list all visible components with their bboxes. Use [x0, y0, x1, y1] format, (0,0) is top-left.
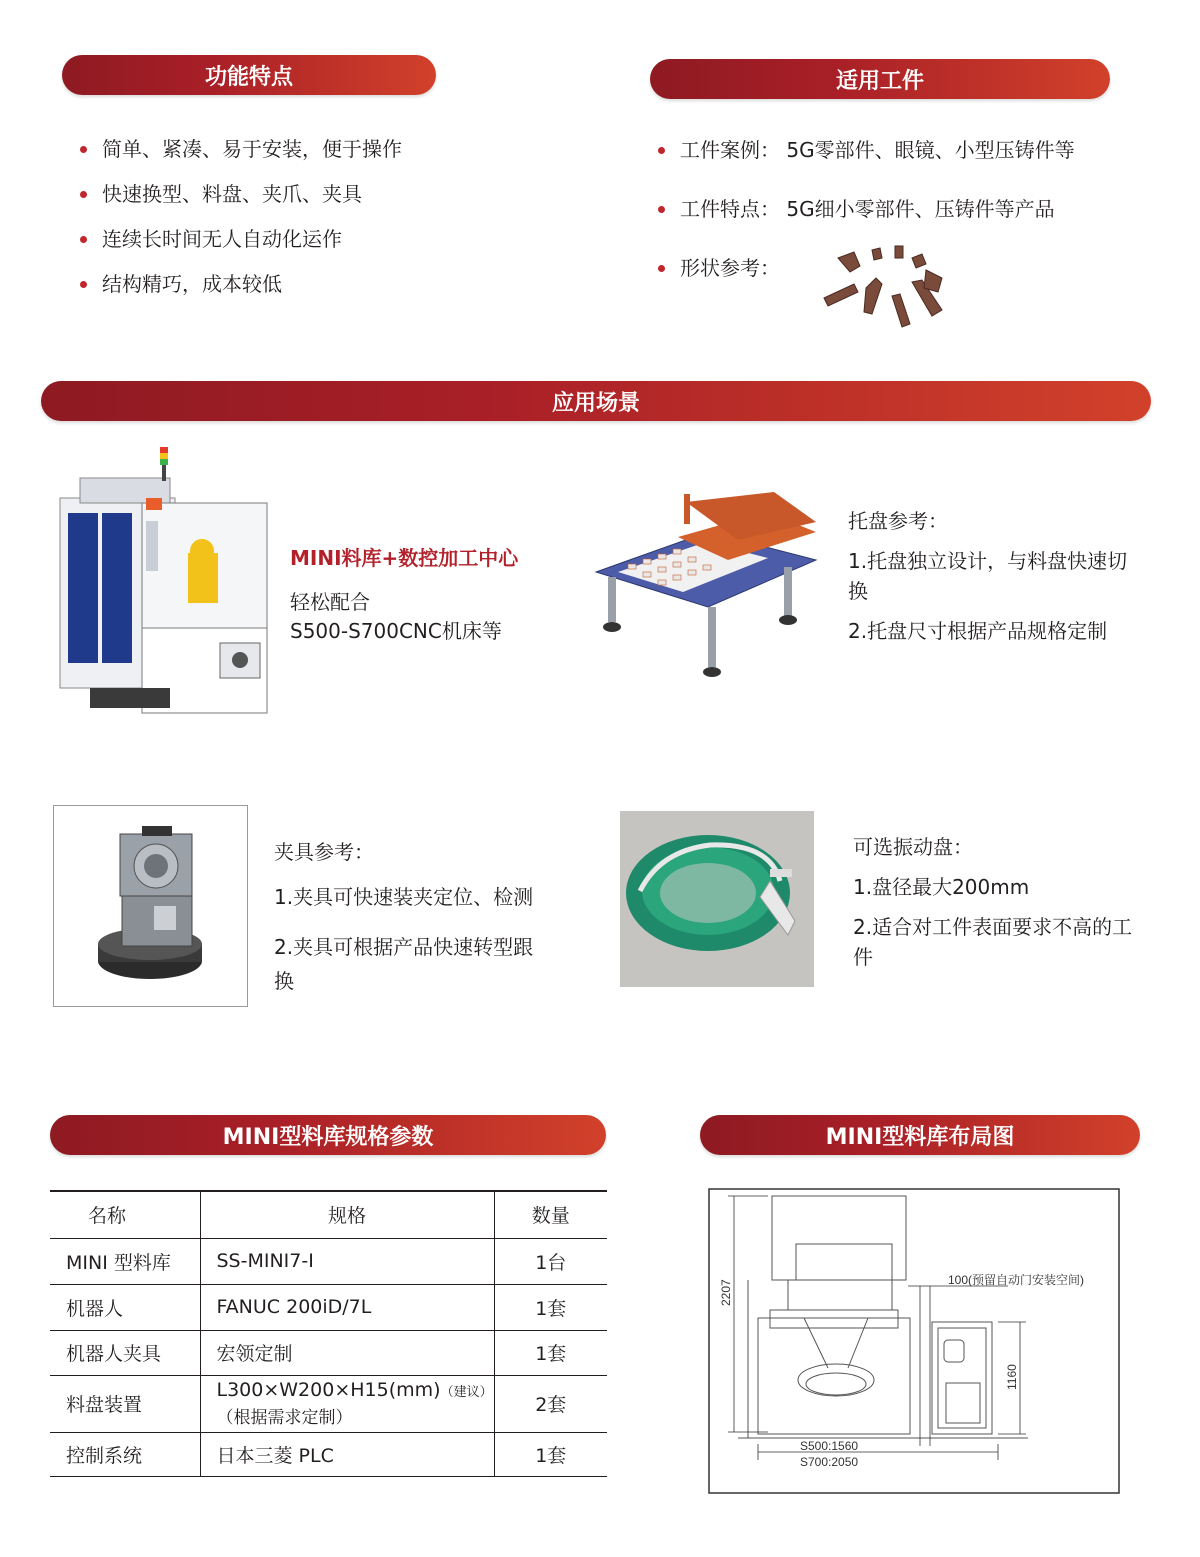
- table-header: 名称: [50, 1191, 200, 1238]
- dim-s500-label: S500:1560: [800, 1439, 859, 1453]
- fixture-note-2: 2.夹具可根据产品快速转型跟换: [274, 935, 534, 993]
- features-list: [80, 137, 402, 296]
- row-qty: 1台: [494, 1238, 607, 1284]
- row-name: 控制系统: [50, 1432, 200, 1476]
- cnc-title: MINI料库+数控加工中心: [290, 546, 519, 570]
- list-item: 简单、紧凑、易于安装，便于操作: [80, 137, 402, 161]
- layout-banner: MINI型料库布局图: [700, 1115, 1140, 1155]
- row-spec: 宏领定制: [200, 1330, 494, 1375]
- dim-s700-label: S700:2050: [800, 1455, 859, 1469]
- table-header-row: [50, 1191, 607, 1238]
- scenes-banner: 应用场景: [41, 381, 1151, 421]
- row-name: 机器人: [50, 1284, 200, 1330]
- bowl-note-2: 2.适合对工件表面要求不高的工件: [853, 915, 1133, 969]
- row-spec: 日本三菱 PLC: [200, 1432, 494, 1476]
- row-spec: SS-MINI7-I: [200, 1238, 494, 1284]
- row-qty: 1套: [494, 1330, 607, 1375]
- row-name: 机器人夹具: [50, 1330, 200, 1375]
- vibration-bowl-image: [620, 811, 814, 987]
- features-banner: 功能特点: [62, 55, 436, 95]
- bowl-title: 可选振动盘：: [853, 835, 973, 859]
- layout-diagram: [708, 1188, 1120, 1494]
- table-row: [50, 1375, 607, 1432]
- table-header: 规格: [200, 1191, 494, 1238]
- table-row: [50, 1330, 607, 1375]
- tray-note-1: 1.托盘独立设计，与料盘快速切换: [848, 549, 1128, 603]
- fixture-image: [54, 806, 247, 1006]
- list-item: 快速换型、料盘、夹爪、夹具: [80, 182, 402, 206]
- tray-title: 托盘参考：: [848, 509, 948, 533]
- cnc-machine-image: [50, 443, 272, 723]
- table-row: [50, 1238, 607, 1284]
- workpiece-shape-label: 形状参考：: [658, 256, 1075, 280]
- list-item: 结构精巧，成本较低: [80, 272, 402, 296]
- row-spec: FANUC 200iD/7L: [200, 1284, 494, 1330]
- tray-image: [588, 492, 820, 684]
- row-name: 料盘装置: [50, 1375, 200, 1432]
- list-item: 连续长时间无人自动化运作: [80, 227, 402, 251]
- fixture-image-frame: [53, 805, 248, 1007]
- cnc-line1: 轻松配合: [290, 590, 370, 614]
- specs-banner: MINI型料库规格参数: [50, 1115, 606, 1155]
- row-spec-line2: （根据需求定制）: [216, 1407, 353, 1428]
- row-qty: 1套: [494, 1284, 607, 1330]
- row-spec-note: （建议）: [440, 1384, 493, 1400]
- table-header: 数量: [494, 1191, 607, 1238]
- row-spec-cell: [200, 1375, 494, 1432]
- fixture-title: 夹具参考：: [274, 840, 374, 864]
- workpieces-banner: 适用工件: [650, 59, 1110, 99]
- row-qty: 2套: [494, 1375, 607, 1432]
- table-row: [50, 1432, 607, 1476]
- row-spec: L300×W200×H15(mm): [216, 1378, 441, 1401]
- fixture-note-1: 1.夹具可快速装夹定位、检测: [274, 885, 534, 909]
- row-qty: 1套: [494, 1432, 607, 1476]
- dim-side-label: 1160: [1005, 1364, 1019, 1390]
- row-name: MINI 型料库: [50, 1238, 200, 1284]
- bowl-note-1: 1.盘径最大200mm: [853, 875, 1030, 899]
- dim-height-label: 2207: [719, 1279, 733, 1306]
- specs-table: [50, 1190, 607, 1477]
- workpiece-traits: 工件特点： 5G细小零部件、压铸件等产品: [658, 197, 1075, 221]
- workpiece-shapes-image: [820, 240, 950, 335]
- table-row: [50, 1284, 607, 1330]
- cnc-line2: S500-S700CNC机床等: [290, 619, 502, 643]
- dim-door-label: 100(预留自动门安装空间): [948, 1273, 1085, 1287]
- tray-note-2: 2.托盘尺寸根据产品规格定制: [848, 619, 1108, 643]
- workpiece-case: 工件案例： 5G零部件、眼镜、小型压铸件等: [658, 138, 1075, 162]
